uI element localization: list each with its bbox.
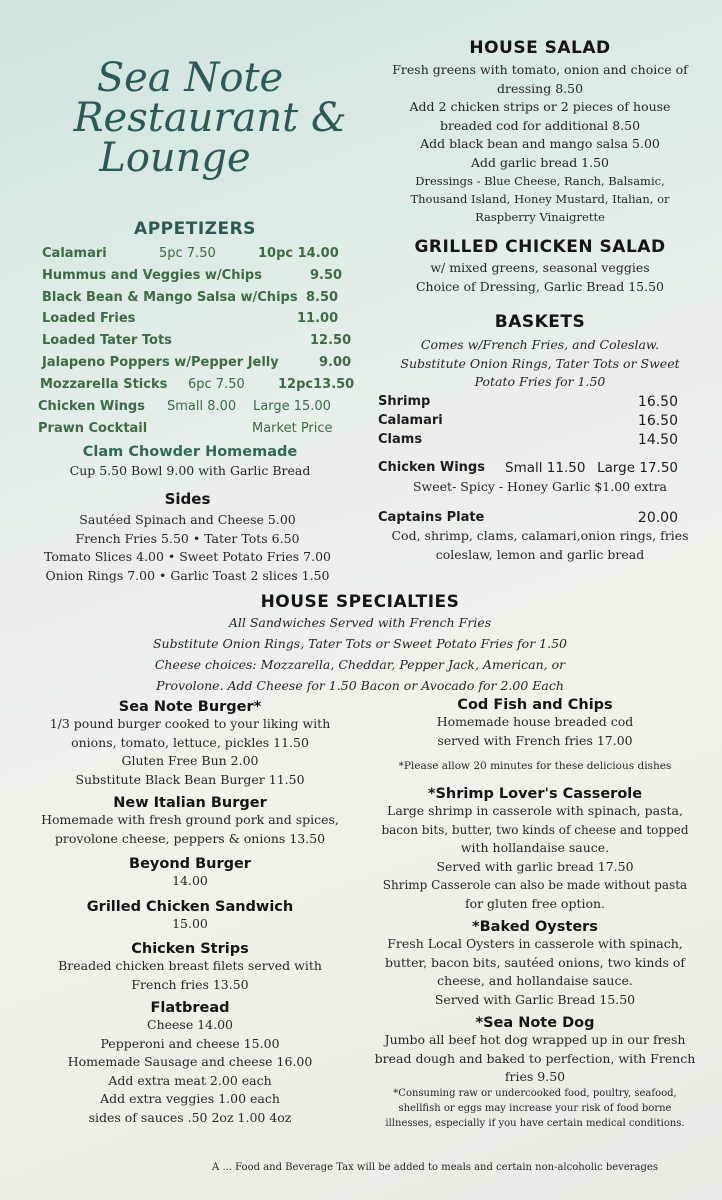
appetizer-price: 12.50	[310, 333, 352, 348]
appetizer-price-small: 6pc 7.50	[188, 377, 245, 392]
house-specialties-heading: HOUSE SPECIALTIES	[260, 592, 460, 612]
wings-note: Sweet- Spicy - Honey Garlic $1.00 extra	[412, 479, 668, 494]
house-specialties-intro: Substitute Onion Rings, Tater Tots or Sweet Potato Fries for 1.50	[152, 635, 567, 651]
basket-price: 16.50	[637, 413, 678, 429]
special-line: Jumbo all beef hot dog wrapped up in our fresh	[384, 1032, 686, 1047]
appetizer-name: Loaded Tater Tots	[42, 333, 172, 348]
special-line: Served with Garlic Bread 15.50	[434, 991, 636, 1007]
grilled-chicken-salad-line: Choice of Dressing, Garlic Bread 15.50	[415, 278, 664, 294]
appetizer-price: 11.00	[297, 311, 339, 326]
basket-name: Calamari	[378, 413, 443, 428]
special-line: fries 9.50	[504, 1069, 566, 1084]
special-title: *Baked Oysters	[472, 919, 598, 935]
special-title: Flatbread	[150, 1000, 230, 1016]
special-line: provolone cheese, peppers & onions 13.50	[54, 830, 326, 846]
appetizer-price-small: 5pc 7.50	[159, 246, 216, 261]
baskets-intro: Comes w/French Fries, and Coleslaw.	[420, 337, 660, 352]
special-title: Grilled Chicken Sandwich	[86, 898, 294, 915]
sides-line: Sautéed Spinach and Cheese 5.00	[79, 512, 296, 527]
clam-chowder-title: Clam Chowder Homemade	[82, 444, 298, 460]
warning-line: shellfish or eggs may increase your risk of food borne	[398, 1102, 672, 1114]
basket-price: 14.50	[637, 432, 678, 448]
special-line: 14.00	[172, 873, 208, 888]
special-line: Served with garlic bread 17.50	[436, 858, 634, 874]
captains-plate-line: Cod, shrimp, clams, calamari,onion rings, fries	[391, 528, 689, 543]
appetizer-price: 12pc13.50	[278, 377, 355, 392]
baskets-intro: Potato Fries for 1.50	[474, 374, 606, 389]
special-title: Beyond Burger	[129, 856, 251, 872]
special-title: Chicken Strips	[131, 941, 249, 957]
appetizer-row	[38, 268, 358, 290]
logo-line-2: Restaurant &	[73, 95, 347, 141]
house-salad-line: Add 2 chicken strips or 2 pieces of house	[409, 99, 671, 114]
special-line: Large shrimp in casserole with spinach, pasta,	[387, 803, 683, 818]
house-specialties-intro: Cheese choices: Mozzarella, Cheddar, Pepper Jack, American, or	[154, 656, 566, 672]
appetizer-name: Jalapeno Poppers w/Pepper Jelly	[42, 355, 279, 370]
special-line: Pepperoni and cheese 15.00	[100, 1035, 280, 1051]
appetizers-heading: APPETIZERS	[134, 219, 256, 239]
grilled-chicken-salad-heading: GRILLED CHICKEN SALAD	[414, 237, 666, 257]
appetizer-row	[38, 311, 358, 333]
warning-line: illnesses, especially if you have certain medical conditions.	[385, 1117, 685, 1129]
special-line: Add extra veggies 1.00 each	[100, 1091, 280, 1106]
sides-line: Onion Rings 7.00 • Garlic Toast 2 slices 1.50	[45, 567, 330, 583]
house-salad-heading: HOUSE SALAD	[469, 38, 611, 58]
special-title: *Sea Note Dog	[475, 1015, 595, 1031]
special-title: New Italian Burger	[113, 795, 267, 811]
appetizer-row	[38, 355, 358, 377]
house-specialties-intro: All Sandwiches Served with French Fries	[228, 615, 492, 630]
logo-line-1: Sea Note	[96, 55, 284, 101]
special-line: onions, tomato, lettuce, pickles 11.50	[71, 734, 309, 750]
appetizer-name: Loaded Fries	[42, 311, 136, 326]
left-specials	[30, 699, 350, 1127]
house-salad-line: Add black bean and mango salsa 5.00	[420, 136, 660, 151]
house-specialties	[110, 592, 610, 696]
special-line: bacon bits, butter, two kinds of cheese and topped	[381, 822, 689, 837]
special-line: Add extra meat 2.00 each	[108, 1072, 272, 1088]
special-line: Gluten Free Bun 2.00	[121, 753, 259, 768]
special-line: cheese, and hollandaise sauce.	[437, 973, 633, 988]
house-specialties-intro: Provolone. Add Cheese for 1.50 Bacon or Avocado for 2.00 Each	[156, 677, 564, 693]
special-line: sides of sauces .50 2oz 1.00 4oz	[88, 1109, 292, 1125]
allow-20-minutes-note: *Please allow 20 minutes for these delicious dishes	[398, 760, 672, 772]
special-line: Cheese 14.00	[147, 1017, 233, 1032]
appetizer-row	[38, 399, 358, 421]
captains-plate-name: Captains Plate	[378, 510, 485, 525]
restaurant-logo	[60, 55, 360, 181]
appetizer-price: 8.50	[306, 290, 339, 305]
baskets-intro: Substitute Onion Rings, Tater Tots or Sweet	[400, 355, 680, 371]
captains-plate-desc	[370, 527, 710, 564]
appetizer-price: Market Price	[252, 421, 333, 436]
tax-footer: A ... Food and Beverage Tax will be added to meals and certain non-alcoholic beverages	[212, 1162, 658, 1173]
house-salad-line: breaded cod for additional 8.50	[439, 117, 641, 133]
basket-name: Chicken Wings	[378, 460, 485, 475]
appetizer-name: Hummus and Veggies w/Chips	[42, 268, 262, 283]
appetizer-name: Black Bean & Mango Salsa w/Chips	[42, 290, 298, 305]
house-salad-line: Add garlic bread 1.50	[470, 154, 610, 170]
logo-line-3: Lounge	[99, 135, 251, 181]
appetizer-row	[38, 333, 358, 355]
right-specials	[365, 697, 705, 1131]
sides-heading: Sides	[164, 490, 211, 508]
special-line: butter, bacon bits, sautéed onions, two kinds of	[384, 954, 686, 970]
house-salad-line: Fresh greens with tomato, onion and choice of	[392, 62, 688, 77]
basket-price-large: Large 17.50	[597, 460, 678, 476]
special-line: Fresh Local Oysters in casserole with spinach,	[387, 936, 683, 951]
special-line: 15.00	[172, 915, 208, 931]
appetizer-price: 9.50	[310, 268, 343, 283]
house-salad	[370, 38, 710, 226]
sides-line: French Fries 5.50 • Tater Tots 6.50	[75, 530, 300, 546]
basket-name: Shrimp	[378, 394, 431, 409]
special-line: Shrimp Casserole can also be made without pasta	[382, 878, 688, 892]
grilled-chicken-salad	[370, 237, 710, 296]
appetizer-price: Large 15.00	[253, 399, 331, 414]
special-line: Homemade house breaded cod	[436, 714, 634, 729]
captains-plate-line: coleslaw, lemon and garlic bread	[435, 546, 645, 562]
special-title: Cod Fish and Chips	[457, 697, 613, 713]
baskets-heading: BASKETS	[494, 312, 586, 332]
basket-name: Clams	[378, 432, 423, 447]
appetizer-name: Mozzarella Sticks	[40, 377, 168, 392]
house-salad-line: dressing 8.50	[496, 80, 584, 96]
special-line: served with French fries 17.00	[437, 732, 633, 748]
appetizer-price: 9.00	[319, 355, 352, 370]
warning-line: *Consuming raw or undercooked food, poultry, seafood,	[393, 1087, 677, 1099]
special-title: *Shrimp Lover's Casserole	[427, 786, 643, 802]
appetizer-row	[38, 377, 358, 399]
appetizer-name: Calamari	[42, 246, 107, 261]
special-line: bread dough and baked to perfection, with French	[374, 1050, 696, 1066]
appetizer-price: 10pc 14.00	[258, 246, 339, 261]
special-line: Substitute Black Bean Burger 11.50	[75, 771, 305, 787]
basket-row	[378, 432, 678, 454]
basket-price-small: Small 11.50	[505, 460, 586, 476]
special-line: 1/3 pound burger cooked to your liking with	[49, 716, 331, 731]
appetizer-row	[38, 290, 358, 312]
special-line: for gluten free option.	[464, 895, 606, 911]
house-salad-line: Raspberry Vinaigrette	[475, 210, 605, 224]
clam-chowder	[40, 444, 340, 481]
special-line: with hollandaise sauce.	[460, 840, 610, 855]
sides-line: Tomato Slices 4.00 • Sweet Potato Fries 7.00	[44, 549, 331, 564]
appetizer-price-small: Small 8.00	[167, 399, 237, 414]
sides-section	[25, 490, 350, 585]
clam-chowder-desc: Cup 5.50 Bowl 9.00 with Garlic Bread	[69, 463, 311, 478]
special-line: French fries 13.50	[131, 976, 249, 992]
house-salad-line: Thousand Island, Honey Mustard, Italian, or	[410, 192, 670, 206]
special-line: Homemade with fresh ground pork and spices,	[41, 812, 339, 827]
captains-plate-price: 20.00	[637, 510, 678, 526]
appetizer-row	[38, 421, 358, 443]
special-title: Sea Note Burger*	[118, 699, 262, 715]
special-line: Breaded chicken breast filets served with	[58, 958, 322, 973]
appetizer-name: Prawn Cocktail	[38, 421, 148, 436]
baskets-section	[370, 312, 710, 392]
special-line: Homemade Sausage and cheese 16.00	[67, 1054, 313, 1069]
house-salad-line: Dressings - Blue Cheese, Ranch, Balsamic,	[415, 174, 665, 188]
appetizer-row	[38, 246, 358, 268]
grilled-chicken-salad-line: w/ mixed greens, seasonal veggies	[430, 260, 650, 275]
appetizer-name: Chicken Wings	[38, 399, 145, 414]
basket-price: 16.50	[637, 394, 678, 410]
